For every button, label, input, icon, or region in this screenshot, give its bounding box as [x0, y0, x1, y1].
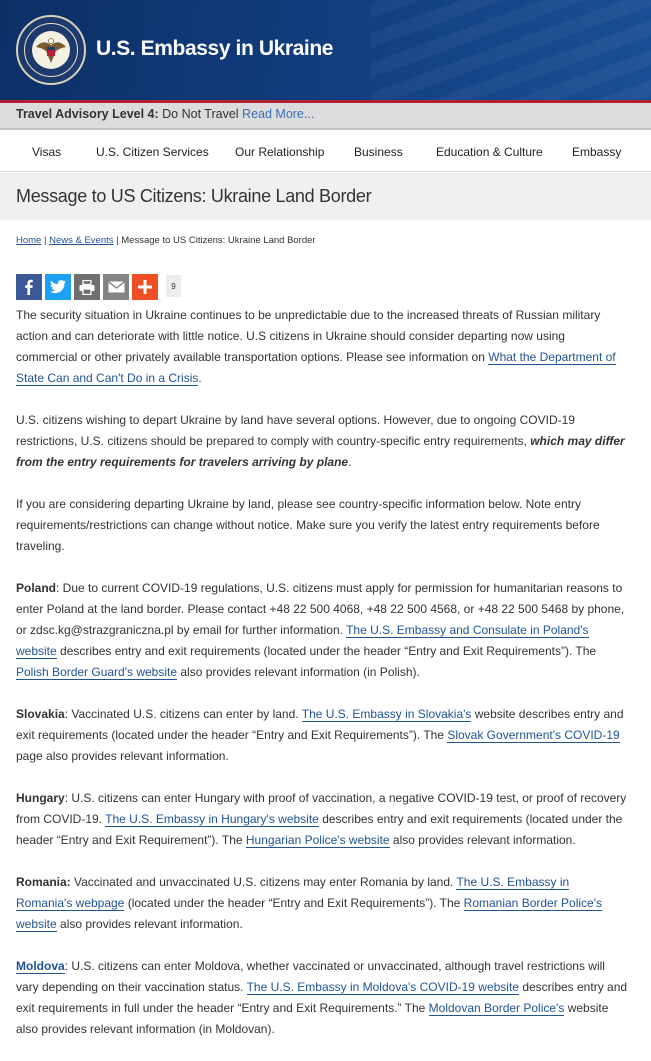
paragraph-text: describes entry and exit requirements (located under the header “Entry and Exit Requirements”). The — [56, 644, 597, 658]
twitter-share-button[interactable] — [45, 274, 71, 300]
department-of-state-seal-icon[interactable] — [16, 15, 86, 85]
more-share-button[interactable] — [132, 274, 158, 300]
paragraph-romania — [16, 872, 628, 935]
paragraph-text: also provides relevant information (in Polish). — [177, 665, 420, 679]
facebook-icon — [22, 279, 36, 295]
paragraph-text: also provides relevant information. — [389, 833, 576, 847]
paragraph-text: describes entry and exit requirements in full under the header “Entry and Exit Requirements.” The — [16, 980, 628, 1015]
country-label-moldova-link[interactable]: Moldova — [16, 959, 65, 973]
country-label-poland: Poland — [16, 581, 57, 595]
page-title-band — [0, 173, 651, 220]
slovakia-embassy-link[interactable]: The U.S. Embassy in Slovakia's — [301, 707, 472, 721]
emphasis-text: which may differ from the entry requirements for travelers arriving by plane — [16, 434, 625, 469]
nav-item-our-relationship[interactable]: Our Relationship — [235, 145, 325, 159]
print-button[interactable] — [74, 274, 100, 300]
paragraph-text: U.S. citizens wishing to depart Ukraine by land have several options. However, due to ongoing COVID-19 restrictions, U.S. citizens should be prepared to comply with country-specific entry requirements, — [16, 413, 575, 448]
poland-embassy-link[interactable]: The U.S. Embassy and Consulate in Poland's website — [16, 623, 589, 658]
paragraph-land-options — [16, 410, 628, 473]
romania-embassy-link[interactable]: The U.S. Embassy in Romania's webpage — [16, 875, 570, 910]
nav-item-us-citizen-services[interactable]: U.S. Citizen Services — [96, 145, 209, 159]
paragraph-text: : Vaccinated U.S. citizens can enter by land. — [64, 707, 302, 721]
paragraph-text: The security situation in Ukraine continues to be unpredictable due to the increased threats of Russian military action and can deteriorate with little notice. U.S citizens in Ukraine should consider departing now using commercial or other privately available transportation options. Please see information on — [16, 308, 601, 364]
page-title: Message to US Citizens: Ukraine Land Border — [16, 186, 372, 206]
print-icon — [79, 280, 95, 295]
paragraph-security-situation — [16, 305, 628, 389]
hungarian-police-link[interactable]: Hungarian Police's website — [245, 833, 390, 847]
eagle-icon — [18, 17, 84, 83]
moldova-embassy-link[interactable]: The U.S. Embassy in Moldova's COVID-19 website — [246, 980, 519, 994]
paragraph-slovakia — [16, 704, 628, 767]
advisory-level: Travel Advisory Level 4: — [16, 107, 159, 121]
paragraph-text: page also provides relevant information. — [16, 749, 229, 763]
nav-item-business[interactable]: Business — [354, 145, 403, 159]
paragraph-text: . — [198, 371, 202, 385]
country-label-hungary: Hungary — [16, 791, 65, 805]
country-label-slovakia: Slovakia — [16, 707, 65, 721]
paragraph-text: also provides relevant information. — [56, 917, 243, 931]
paragraph-country-info-intro: If you are considering departing Ukraine by land, please see country-specific information below. Note entry requirements/restrictions can change without notice. Make sure you verify the latest entry requirements before traveling. — [16, 497, 600, 553]
breadcrumb-separator: | — [41, 235, 50, 246]
moldovan-border-police-link[interactable]: Moldovan Border Police's — [428, 1001, 565, 1015]
nav-item-education-culture[interactable]: Education & Culture — [436, 145, 543, 159]
facebook-share-button[interactable] — [16, 274, 42, 300]
breadcrumb-separator: | — [113, 235, 122, 246]
paragraph-moldova — [16, 956, 628, 1040]
paragraph-text: : Due to current COVID-19 regulations, U.S. citizens must apply for permission for humanitarian reasons to enter Poland at the land border. Please contact +48 22 500 4068, +48 22 500 4568, or +48 22 500 5468 by phone, or zdsc.kg@strazgraniczna.pl by email for further information. — [16, 581, 625, 637]
paragraph-hungary — [16, 788, 628, 851]
email-icon — [108, 281, 125, 293]
romanian-border-police-link[interactable]: Romanian Border Police's website — [16, 896, 603, 931]
dos-crisis-info-link[interactable]: What the Department of State Can and Can't Do in a Crisis — [16, 350, 616, 385]
main-navigation — [0, 132, 651, 172]
advisory-read-more-link[interactable]: Read More... — [242, 107, 315, 121]
polish-border-guard-link[interactable]: Polish Border Guard's website — [16, 665, 178, 679]
twitter-icon — [50, 280, 66, 294]
paragraph-text: . — [348, 455, 352, 469]
breadcrumb-current: Message to US Citizens: Ukraine Land Border — [121, 235, 316, 246]
hungary-embassy-link[interactable]: The U.S. Embassy in Hungary's website — [105, 812, 319, 826]
nav-item-visas[interactable]: Visas — [32, 145, 62, 159]
paragraph-text: website also provides relevant information (in Moldovan). — [16, 1001, 609, 1036]
site-header — [0, 0, 651, 100]
article-body — [16, 305, 628, 1061]
share-count-badge: 9 — [166, 275, 181, 297]
paragraph-text: Vaccinated and unvaccinated U.S. citizens may enter Romania by land. — [70, 875, 457, 889]
country-label-romania: Romania: — [16, 875, 71, 889]
plus-icon — [138, 280, 152, 294]
advisory-text: Do Not Travel — [158, 107, 243, 121]
breadcrumb — [16, 235, 316, 246]
travel-advisory-banner — [0, 103, 651, 130]
breadcrumb-home-link[interactable]: Home — [16, 235, 42, 246]
site-title[interactable]: U.S. Embassy in Ukraine — [96, 37, 334, 60]
paragraph-text: (located under the header “Entry and Exit Requirements”). The — [124, 896, 464, 910]
email-share-button[interactable] — [103, 274, 129, 300]
nav-item-embassy[interactable]: Embassy — [572, 145, 622, 159]
slovak-government-covid-link[interactable]: Slovak Government's COVID-19 — [447, 728, 620, 742]
paragraph-poland — [16, 578, 628, 683]
paragraph-text: website describes entry and exit requirements (located under the header “Entry and Exit Requirements”). The — [16, 707, 624, 742]
paragraph-text: describes entry and exit requirements (located under the header “Entry and Exit Requirement”). The — [16, 812, 623, 847]
breadcrumb-news-link[interactable]: News & Events — [49, 235, 114, 246]
paragraph-text: : U.S. citizens can enter Moldova, whether vaccinated or unvaccinated, although travel restrictions will vary depending on their vaccination status. — [16, 959, 605, 994]
paragraph-text: : U.S. citizens can enter Hungary with proof of vaccination, a negative COVID-19 test, or proof of recovery from COVID-19. — [16, 791, 627, 826]
header-background-pattern — [371, 0, 651, 100]
